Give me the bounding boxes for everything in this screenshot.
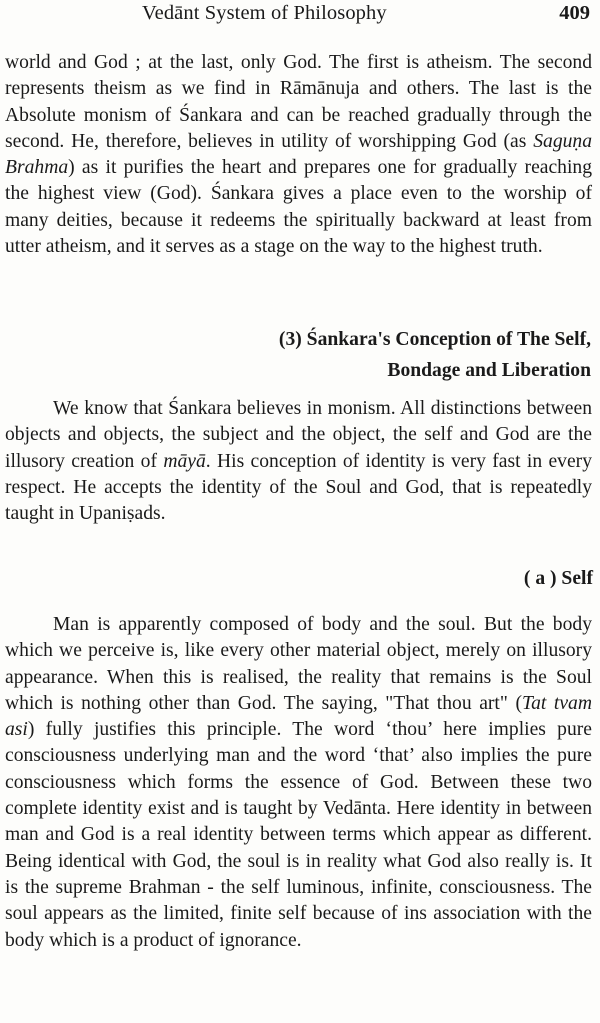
- section-heading-line-1: (3) Śankara's Conception of The Self,: [278, 329, 591, 350]
- italic-term: Saguṇa Brahma: [5, 130, 592, 179]
- italic-term: māyā: [163, 450, 206, 472]
- paragraph-self: [5, 612, 592, 954]
- subsection-heading: ( a ) Self: [523, 568, 593, 589]
- page-number: 409: [559, 2, 590, 24]
- paragraph-text: Man is apparently composed of body and the soul. But the body which we perceive is, like every other material object, merely on illusory appearance. When this is realised, the reality that remains is the Soul which is nothing other than God. The saying, "That thou art" (Tat tvam asi) fully justifies this principle. The word ‘thou’ here implies pure consciousness underlying man and the word ‘that’ also implies the pure consciousness which forms the essence of God. Between these two complete identity exist and is taught by Vedānta. Here identity in between man and God is a real identity between terms which appear as different. Being identical with God, the soul is in reality what God also really is. It is the supreme Brahman - the self luminous, infinite, consciousness. The soul appears as the limited, finite self because of ins association with the body which is a product of ignorance.: [5, 614, 592, 951]
- italic-term: Tat tvam asi: [5, 692, 592, 741]
- paragraph-text: world and God ; at the last, only God. The first is atheism. The second represents theism as we find in Rāmānuja and others. The last is the Absolute monism of Śankara and can be reached gradually through the second. He, therefore, believes in utility of worshipping God (as Saguṇa Brahma) as it purifies the heart and prepares one for gradually reaching the highest view (God). Śankara gives a place even to the worship of many deities, because it redeems the spiritually backward at least from utter atheism, and it serves as a stage on the way to the highest truth.: [5, 52, 592, 258]
- running-head: [0, 0, 600, 28]
- section-heading-line-2: Bondage and Liberation: [387, 360, 591, 381]
- running-title: Vedānt System of Philosophy: [142, 2, 387, 24]
- paragraph-intro: [5, 50, 592, 260]
- section-heading: [279, 324, 591, 386]
- paragraph-monism: [5, 396, 592, 527]
- paragraph-text: We know that Śankara believes in monism. All distinctions between objects and objects, the subject and the object, the self and God are the illusory creation of māyā. His conception of identity is very fast in every respect. He accepts the identity of the Soul and God, that is repeatedly taught in Upaniṣads.: [5, 398, 592, 525]
